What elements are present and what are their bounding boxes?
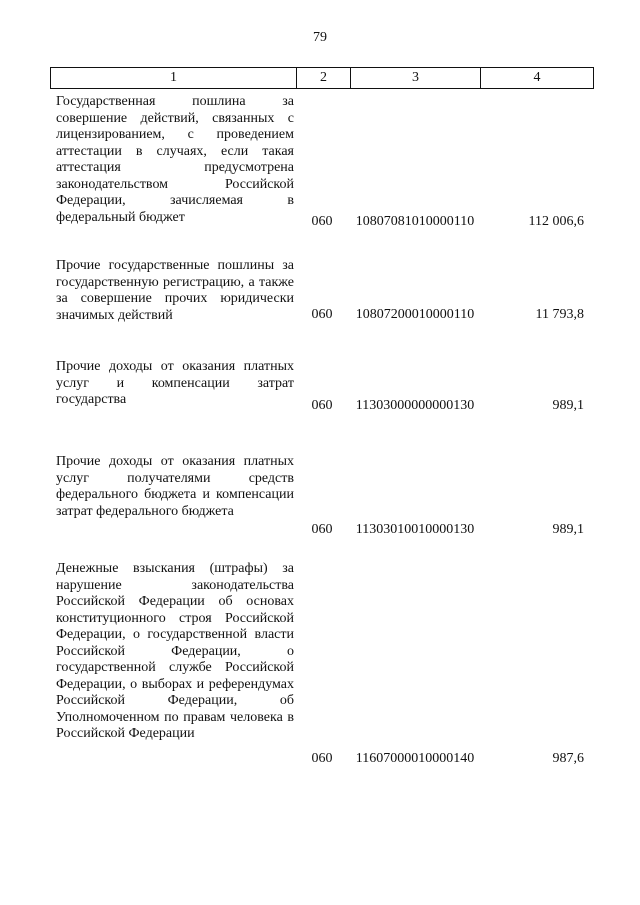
row-description: Государственная пошлина за совершение действий, связанных с лицензированием, с проведением аттестации в случаях, если такая аттестация предусмотрена законодательством Российской Федерации, зачисляемая в федеральный бюджет <box>56 94 294 225</box>
table-header <box>50 67 594 89</box>
header-col-4: 4 <box>533 70 541 85</box>
row-code: 060 <box>311 307 333 322</box>
row-description: Прочие доходы от оказания платных услуг получателями средств федерального бюджета и компенсации затрат федерального бюджета <box>56 454 294 519</box>
header-col-1: 1 <box>51 68 297 88</box>
page-number: 79 <box>313 30 327 45</box>
row-description: Прочие государственные пошлины за государственную регистрацию, а также за совершение прочих юридически значимых действий <box>56 258 294 323</box>
row-kbk: 11607000010000140 <box>355 751 475 766</box>
row-code: 060 <box>311 398 333 413</box>
row-amount: 989,1 <box>552 522 584 537</box>
row-kbk: 10807081010000110 <box>355 214 475 229</box>
row-amount: 112 006,6 <box>528 214 584 229</box>
row-amount: 989,1 <box>552 398 584 413</box>
row-amount: 987,6 <box>552 751 584 766</box>
row-code: 060 <box>311 751 333 766</box>
header-col-2: 2 <box>297 68 351 88</box>
row-amount: 11 793,8 <box>535 307 584 322</box>
header-col-3: 3 <box>351 68 481 88</box>
row-code: 060 <box>311 522 333 537</box>
row-code: 060 <box>311 214 333 229</box>
row-description: Прочие доходы от оказания платных услуг и компенсации затрат государства <box>56 359 294 407</box>
row-kbk: 10807200010000110 <box>355 307 475 322</box>
row-description: Денежные взыскания (штрафы) за нарушение законодательства Российской Федерации об основах конституционного строя Российской Федерации, о государственной власти Российской Федерации, о государственной службе Российской Федерации, о выборах и референдумах Российской Федерации, об Уполномоченном по правам человека в Российской Федерации <box>56 561 294 741</box>
row-kbk: 11303010010000130 <box>355 522 475 537</box>
row-kbk: 11303000000000130 <box>355 398 475 413</box>
